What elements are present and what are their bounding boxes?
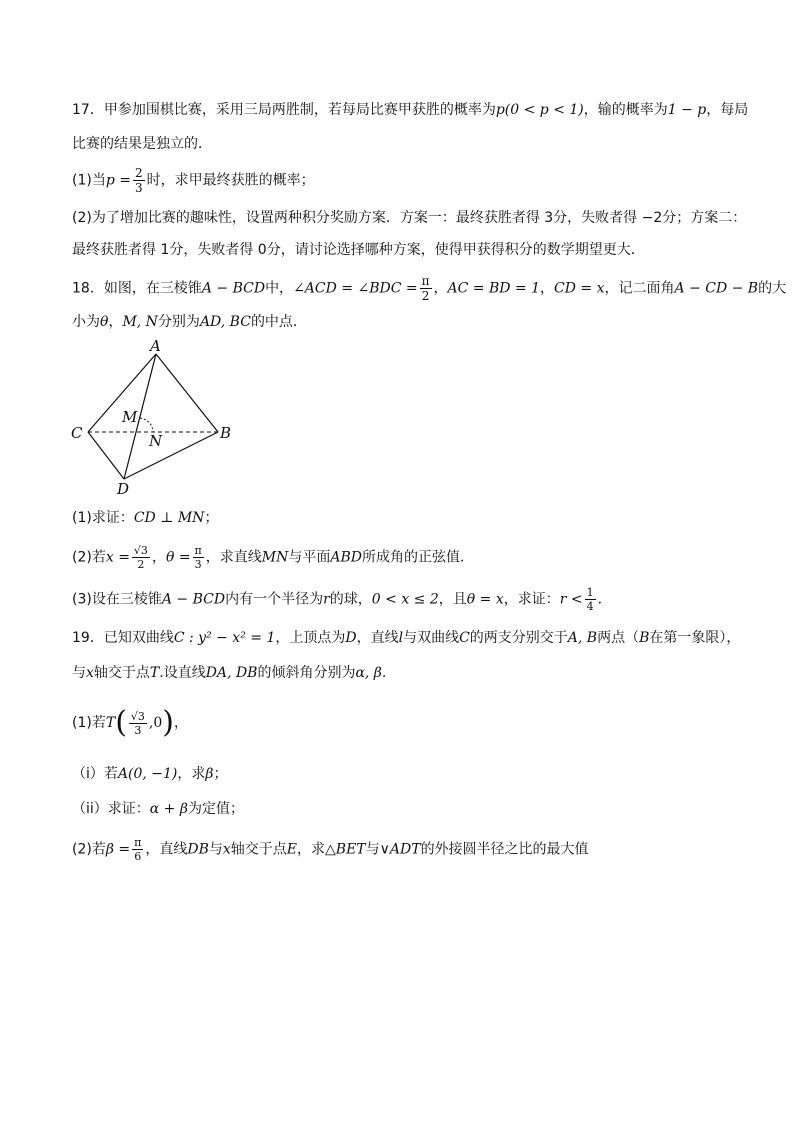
- q18-part-3: [72, 586, 612, 613]
- q19-text: 的两支分别交于: [469, 630, 568, 646]
- math-da-db: DA, DB: [205, 665, 258, 681]
- q18-line-1: [72, 274, 786, 303]
- math-hyperbola: C : y² − x² = 1: [173, 630, 276, 646]
- q17-line-2: 比赛的结果是独立的．: [72, 136, 212, 152]
- math-sum: α + β: [149, 801, 188, 817]
- math-mn: M, N: [122, 314, 158, 330]
- right-paren: ): [162, 705, 174, 740]
- math-alpha-beta: α, β: [355, 665, 382, 681]
- q19-text: .设直线: [159, 665, 206, 681]
- math-theta: θ: [100, 314, 109, 330]
- q19-text: 为定值；: [187, 801, 244, 817]
- math-r: r: [323, 591, 330, 608]
- q18-text: 的球，: [329, 591, 372, 608]
- label-a: A: [150, 337, 161, 355]
- part-label: (2)若: [72, 549, 106, 566]
- math-lose-prob: 1 − p: [667, 102, 707, 118]
- q19-text: .: [381, 665, 387, 681]
- q19-text: 在第一象限），: [649, 630, 741, 646]
- fraction: [585, 586, 596, 613]
- math-dihedral: A − CD − B: [674, 280, 759, 297]
- q18-text: 的大: [758, 280, 787, 297]
- q19-text: 的倾斜角分别为: [257, 665, 356, 681]
- math-pyramid: A − BCD: [161, 591, 226, 608]
- math-range: (0 < p < 1): [504, 102, 584, 118]
- math-cd: CD = x: [554, 280, 605, 297]
- denominator: 3: [134, 723, 142, 737]
- denominator: 4: [586, 600, 594, 613]
- sub-label: （ii）求证：: [72, 801, 150, 817]
- math-r-lt: r <: [559, 591, 583, 608]
- q19-text: ，求: [177, 766, 206, 782]
- fraction: [129, 710, 147, 737]
- math-c: C: [459, 630, 470, 646]
- q19-text: ，: [174, 715, 188, 731]
- q19-sub-i: [72, 764, 227, 784]
- math-theta-eq: θ =: [165, 549, 191, 566]
- q18-text: ，: [108, 314, 123, 330]
- math-theta-x: θ = x: [466, 591, 504, 608]
- math-angles: ∠ACD = ∠BDC =: [293, 280, 418, 297]
- edge-cd: [88, 432, 124, 479]
- q18-text: 所成角的正弦值．: [362, 549, 474, 566]
- math-b: B: [639, 630, 650, 646]
- fraction: [133, 166, 145, 195]
- label-b: B: [220, 424, 232, 442]
- segment-mn-hidden: [140, 418, 153, 432]
- math-triangle-bet: △BET: [325, 841, 366, 858]
- label-n: N: [149, 432, 163, 450]
- q19-text: ，直线: [145, 841, 188, 858]
- q18-text: ，求证：: [503, 591, 560, 608]
- math-beta-eq: β =: [105, 841, 131, 858]
- fraction: [132, 544, 150, 571]
- q19-text: ，直线: [356, 630, 399, 646]
- q18-text: 内有一个半径为: [225, 591, 324, 608]
- numerator: π: [421, 274, 430, 288]
- edge-bd: [124, 432, 218, 479]
- denominator: 3: [135, 181, 143, 195]
- math-t: T: [105, 715, 116, 731]
- q18-text: ．: [597, 591, 612, 608]
- q18-text: ，: [540, 280, 555, 297]
- q18-part-1: [72, 508, 218, 528]
- q17-part-1: [72, 166, 315, 195]
- math-ad-bc: AD, BC: [199, 314, 251, 330]
- math-l: l: [398, 630, 404, 646]
- math-d: D: [345, 630, 357, 646]
- math-pyramid: A − BCD: [201, 280, 266, 297]
- edge-ab: [156, 354, 218, 432]
- part-label: (2)若: [72, 841, 106, 858]
- q18-text: ，: [433, 280, 448, 297]
- part-label: (1)当: [72, 172, 106, 189]
- q19-text: 轴交于点: [93, 665, 150, 681]
- math-ab: A, B: [567, 630, 598, 646]
- q19-text: 的外接圆半径之比的最大值: [420, 841, 589, 858]
- math-plane-abd: ABD: [330, 549, 362, 566]
- numerator: π: [134, 836, 142, 849]
- fraction: [193, 544, 204, 571]
- math-x-eq: x =: [105, 549, 130, 566]
- q18-text: 18．如图，在三棱锥: [72, 280, 202, 297]
- q19-text: ；: [213, 766, 228, 782]
- denominator: 6: [134, 850, 142, 863]
- q18-text: 小为: [72, 314, 100, 330]
- math-x: x: [222, 841, 231, 858]
- q19-part-2: [72, 836, 589, 863]
- q19-line-1: [72, 628, 740, 648]
- numerator: √3: [130, 709, 145, 723]
- part-label: (3)设在三棱锥: [72, 591, 162, 608]
- numerator: 2: [135, 166, 143, 180]
- numerator: π: [194, 544, 202, 557]
- math-coord: ,0: [148, 715, 163, 731]
- q18-text: 中，: [265, 280, 294, 297]
- q18-text: ，记二面角: [604, 280, 675, 297]
- math-db: DB: [187, 841, 209, 858]
- math-point-a: A(0, −1): [117, 766, 178, 782]
- sub-label: （i）若: [72, 766, 118, 782]
- q19-text: ，求: [297, 841, 326, 858]
- part-label: (1)求证：: [72, 510, 134, 526]
- math-perp: CD ⊥ MN: [133, 510, 205, 526]
- q17-text: ，输的概率为: [583, 102, 668, 118]
- math-p: p: [495, 102, 505, 118]
- math-e: E: [286, 841, 298, 858]
- q19-text: 轴交于点: [230, 841, 287, 858]
- math-mn-line: MN: [261, 549, 289, 566]
- q18-text: 的中点．: [250, 314, 307, 330]
- q19-line-2: [72, 663, 386, 683]
- fraction: [420, 274, 432, 303]
- q19-text: 19．已知双曲线: [72, 630, 174, 646]
- q18-text: ，且: [438, 591, 467, 608]
- q19-text: 与: [72, 665, 86, 681]
- q18-text: ，求直线: [205, 549, 262, 566]
- math-beta: β: [205, 766, 214, 782]
- q17-line-1: [72, 100, 748, 120]
- q17-text: 17．甲参加围棋比赛，采用三局两胜制，若每局比赛甲获胜的概率为: [72, 102, 496, 118]
- math-p-eq: p =: [105, 172, 131, 189]
- q17-part-2-line-2: 最终获胜者得 1分，失败者得 0分，请讨论选择哪种方案，使得甲获得积分的数学期望更大．: [72, 242, 645, 258]
- q18-text: 与平面: [288, 549, 331, 566]
- q19-text: 两点（: [597, 630, 640, 646]
- q18-text: ，: [151, 549, 166, 566]
- denominator: 3: [194, 558, 202, 571]
- q18-text: ；: [204, 510, 219, 526]
- math-triangle-adt: ∨ADT: [379, 841, 421, 858]
- q18-line-2: [72, 312, 307, 332]
- q17-text: 时，求甲最终获胜的概率；: [146, 172, 315, 189]
- numerator: √3: [133, 544, 148, 557]
- q19-part-1: [72, 705, 188, 740]
- numerator: 1: [586, 586, 594, 599]
- math-x: x: [86, 665, 94, 681]
- q18-part-2: [72, 544, 474, 571]
- q19-text: 与双曲线: [403, 630, 460, 646]
- fraction: [132, 836, 143, 863]
- left-paren: (: [115, 705, 127, 740]
- q18-text: 分别为: [157, 314, 200, 330]
- q17-part-2-line-1: (2)为了增加比赛的趣味性，设置两种积分奖励方案．方案一：最终获胜者得 3分，失败者得 −2分；方案二：: [72, 210, 747, 226]
- q19-text: 与: [208, 841, 223, 858]
- q17-text: ，每局: [706, 102, 749, 118]
- q19-text: 与: [365, 841, 380, 858]
- label-c: C: [71, 424, 83, 442]
- pyramid-figure: [66, 336, 246, 501]
- math-x-range: 0 < x ≤ 2: [371, 591, 439, 608]
- label-d: D: [117, 480, 130, 498]
- label-m: M: [122, 408, 138, 426]
- part-label: (1)若: [72, 715, 106, 731]
- q19-text: ，上顶点为: [275, 630, 346, 646]
- math-t: T: [149, 665, 160, 681]
- denominator: 2: [137, 558, 145, 571]
- math-lengths: AC = BD = 1: [447, 280, 541, 297]
- q19-sub-ii: [72, 799, 244, 819]
- denominator: 2: [421, 289, 430, 303]
